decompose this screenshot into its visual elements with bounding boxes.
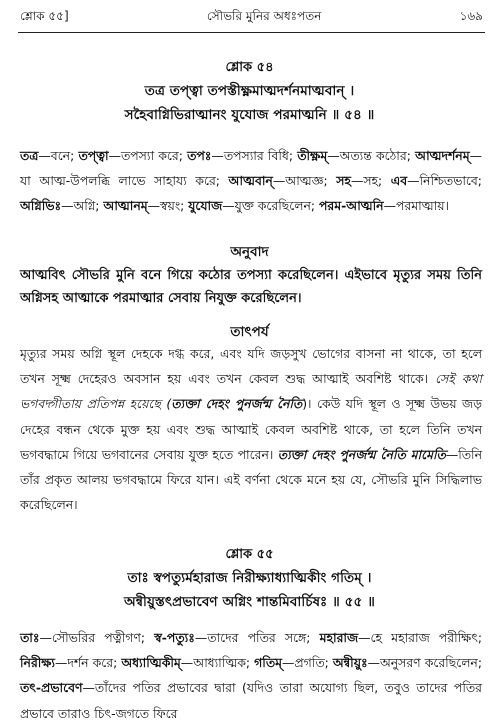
purport-part-1: মৃত্যুর সময় অগ্নি স্থূল দেহকে দগ্ধ করে, এবং যদি জড়সুখ ভোগের বাসনা না থাকে, তা হলে তখন সূক্ষ্ম দেহেরও অবসান হয় এবং তখন কেবল শুদ্ধ আত্মাই অবশিষ্ট থাকে।: [20, 346, 482, 387]
synonym-word: মহারাজ: [319, 630, 359, 645]
synonym-meaning: —প্রগতি;: [282, 655, 333, 671]
synonym-word: তীক্ষ্ণম্: [297, 148, 328, 163]
synonym-meaning: —যা আত্ম-উপলব্ধি লাভে সাহায্য করে;: [20, 148, 482, 189]
synonym-word: যুযোজ: [188, 198, 223, 214]
synonyms-55: [20, 625, 482, 726]
synonym-meaning: —তপস্যার বিধি;: [211, 148, 298, 163]
synonym-word: এব: [390, 173, 408, 189]
translation-heading: অনুবাদ: [230, 244, 269, 260]
verse-55-title: শ্লোক ৫৫: [225, 547, 274, 562]
purport-part-2: সেই কথা ভগবদ্গীতায় প্রতিপন্ন হয়েছে (: [20, 371, 482, 412]
purport-part-3: )। কেউ যদি স্থূল ও সূক্ষ্ম উভয় জড় দেহের বন্ধন থেকে মুক্ত হয় এবং শুদ্ধ আত্মাই কেবল অবশিষ্ট থাকে, তা হলে তিনি তখন ভগবদ্ধামে গিয়ে ভগবানের সেবায় যুক্ত হতে পারেন।: [20, 396, 482, 462]
synonym-word: নিরীক্ষ্য: [20, 655, 55, 671]
verse-55-line-2: অন্বীয়ুস্তৎপ্রভাবেণ অগ্নিং শান্তমিবার্চিষঃ ॥ ৫৫ ॥: [124, 594, 375, 610]
purport-quote-2: ত্যক্তা দেহং পুনর্জন্ম নৈতি মামেতি: [277, 446, 446, 462]
purport-heading: তাৎপর্য: [230, 324, 269, 340]
synonym-word: অধ্যাত্মিকীম্: [121, 655, 181, 671]
synonym-meaning: —অনুসরণ করেছিলেন;: [367, 655, 482, 671]
synonym-word: আত্মদর্শনম্: [415, 148, 470, 163]
page-header: [20, 8, 483, 28]
synonym-word: সহ: [336, 173, 351, 189]
synonym-word: পরম-আত্মনি: [318, 198, 384, 214]
synonym-meaning: —আত্মজ্ঞ;: [272, 173, 337, 189]
synonym-word: অন্বীয়ুঃ: [332, 655, 368, 671]
synonym-meaning: —অত্যন্ত কঠোর;: [327, 148, 416, 163]
synonym-meaning: —দর্শন করে;: [54, 655, 122, 671]
synonyms-54: [20, 143, 482, 219]
synonym-meaning: —স্বয়ং;: [147, 198, 189, 214]
header-page-number: ১৬৯: [459, 9, 483, 23]
synonym-meaning: —যুক্ত করেছিলেন;: [222, 198, 319, 214]
synonym-meaning: —আধ্যাত্মিক;: [180, 655, 255, 671]
synonym-word: তপঃ: [187, 148, 212, 163]
synonym-word: আত্মানম্: [103, 198, 148, 214]
purport-text: [20, 341, 482, 517]
synonym-meaning: —হে মহারাজ পরীক্ষিৎ;: [358, 630, 482, 645]
purport-quote-1: ত্যক্তা দেহং পুনর্জন্ম নৈতি: [171, 396, 303, 412]
synonym-meaning: —তাঁদের পতির প্রভাবের দ্বারা (যদিও তারা অযোগ্য ছিল, তবুও তাদের পতির প্রভাবে তারাও চিৎ-জগতে ফিরে: [20, 680, 482, 721]
synonym-word: অগ্নিভিঃ: [20, 198, 62, 214]
translation-54: আত্মবিৎ সৌভরি মুনি বনে গিয়ে কঠোর তপস্যা করেছিলেন। এইভাবে মৃত্যুর সময় তিনি অগ্নিসহ আত্মাকে পরমাত্মার সেবায় নিযুক্ত করেছিলেন।: [20, 268, 482, 306]
synonym-word: আত্মবান্: [228, 173, 273, 189]
synonyms-54-text: [20, 148, 482, 213]
synonym-word: তপ্ত্বা: [78, 148, 109, 163]
synonyms-55-text: [20, 630, 482, 721]
synonym-meaning: —নিশ্চিতভাবে;: [407, 173, 482, 189]
synonym-word: গতিম্: [254, 655, 283, 671]
synonym-word: তৎ-প্রভাবেণ: [20, 680, 83, 696]
purport-part-4: —তিনি তাঁর প্রকৃত আলয় ভগবদ্ধামে ফিরে যান। এই বর্ণনা থেকে মনে হয় যে, সৌভরি মুনি সিদ্ধিলাভ করেছিলেন।: [20, 446, 482, 513]
synonym-meaning: —সহ;: [350, 173, 391, 189]
header-chapter-title: সৌভরি মুনির অধঃপতন: [206, 9, 322, 23]
synonym-word: স্ব-পত্যুঃ: [154, 630, 195, 645]
synonym-word: তাঃ: [20, 630, 40, 645]
synonym-meaning: —বনে;: [38, 148, 79, 163]
header-verse-ref: শ্লোক ৫৫]: [20, 9, 69, 23]
verse-55-line-1: তাঃ স্বপত্যুর্মহারাজ নিরীক্ষ্যাধ্যাত্মিকীং গতিম্ ।: [127, 570, 372, 586]
synonym-meaning: —সৌভরির পত্নীগণ;: [39, 630, 155, 645]
header-divider: [18, 32, 485, 33]
synonym-meaning: —তাদের পতির সঙ্গে;: [194, 630, 320, 645]
synonym-meaning: —অগ্নি;: [61, 198, 104, 214]
synonym-meaning: —তপস্যা করে;: [108, 148, 188, 163]
verse-54-line-2: সহৈবাগ্নিভিরাত্মানং যুযোজ পরমাত্মনি ॥ ৫৪ ॥: [124, 107, 375, 123]
verse-54-title: শ্লোক ৫৪: [225, 60, 274, 75]
synonym-word: তত্র: [20, 148, 39, 163]
verse-54-line-1: তত্র তপ্ত্বা তপস্তীক্ষ্ণমাত্মদর্শনমাত্মবান্ ।: [144, 83, 355, 99]
synonym-meaning: —পরমাত্মায়।: [383, 198, 449, 214]
